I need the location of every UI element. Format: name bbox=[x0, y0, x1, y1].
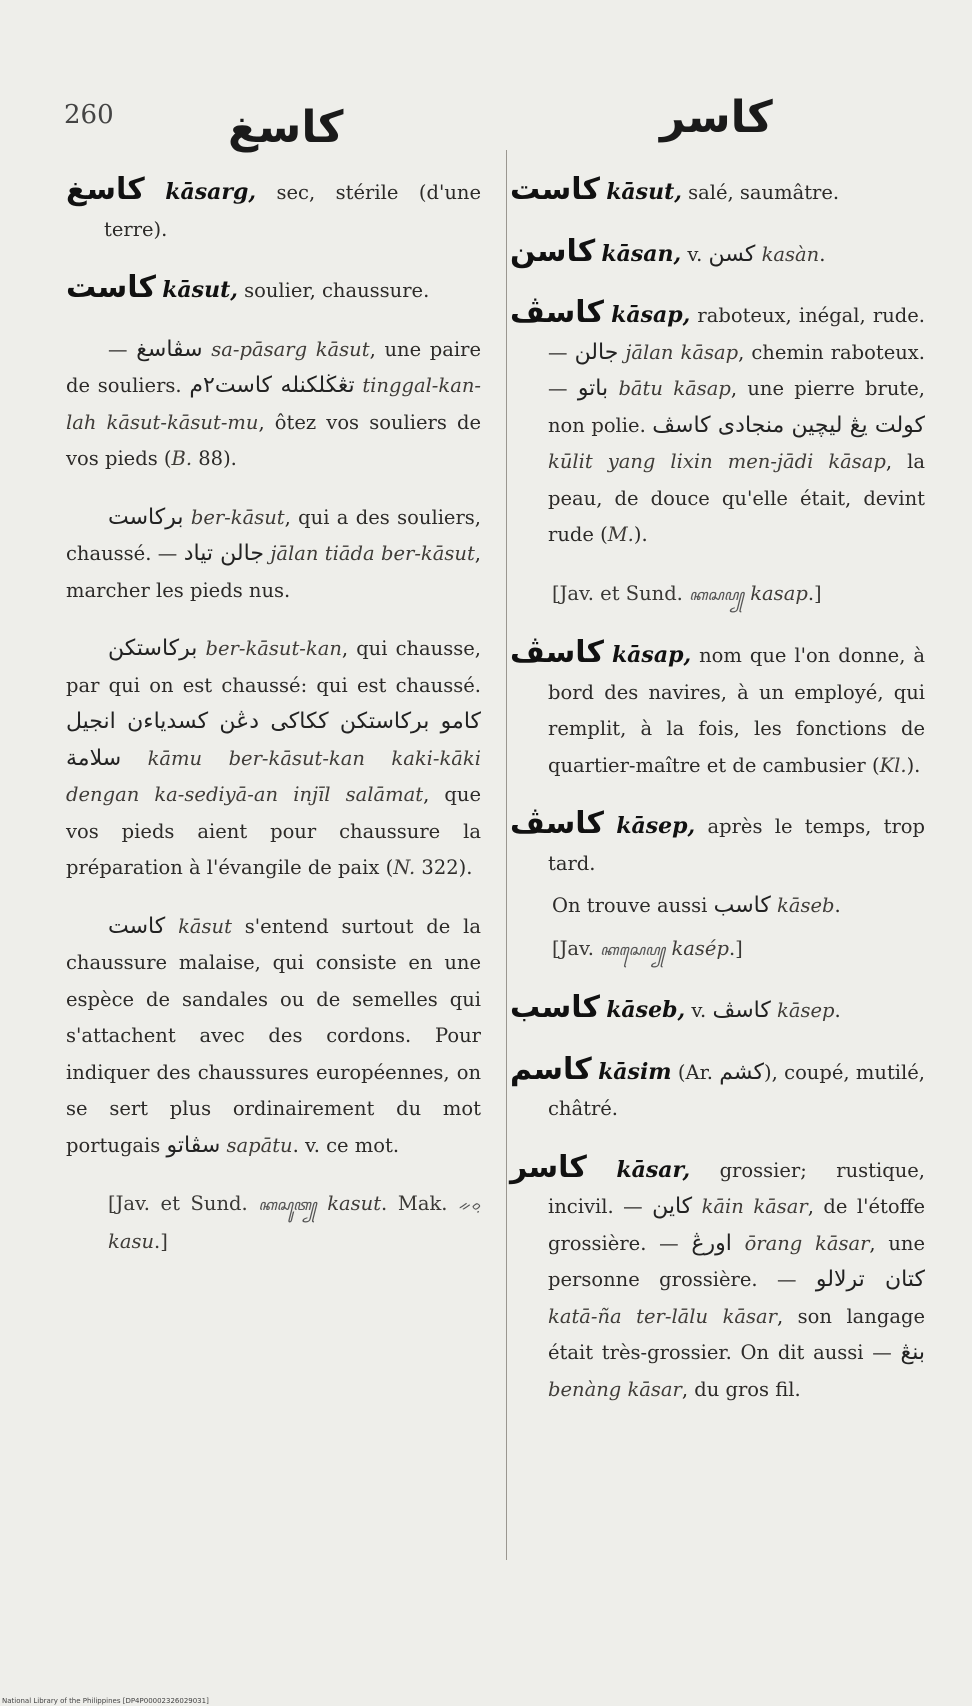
transliteration: katā-ña ter-lālu kāsar bbox=[548, 1304, 777, 1328]
entry-kasarg bbox=[66, 172, 481, 248]
entry-kaseb bbox=[510, 990, 925, 1030]
arabic-term: كاسب bbox=[713, 893, 771, 918]
cognate-note bbox=[66, 1186, 481, 1260]
arabic-term: بنڠ bbox=[900, 1340, 925, 1365]
cognate-note bbox=[510, 931, 925, 969]
text: , qui chausse, par qui on est chaussé: qui est chaussé. bbox=[66, 637, 481, 697]
text: , marcher les pieds nus. bbox=[66, 542, 481, 602]
text: , une paire de souliers. bbox=[66, 337, 481, 397]
left-column bbox=[66, 172, 481, 1282]
arabic-term: كولت يڠ ليچين منجادى كاسڤ bbox=[652, 412, 925, 438]
headword: kāsim bbox=[598, 1058, 672, 1085]
buginese-script: ᨀᨔᨘ bbox=[458, 1196, 482, 1214]
text: , une pierre brute, non polie. bbox=[548, 377, 925, 437]
source-ref: N. bbox=[393, 856, 416, 879]
headword-arabic: كاسب bbox=[510, 990, 600, 1025]
running-head-left: كاسغ bbox=[228, 102, 344, 153]
transliteration: tinggal-kan-lah kāsut-kāsut-mu bbox=[66, 374, 481, 434]
transliteration: kūlit yang lixin men-jādi kāsap bbox=[548, 450, 886, 473]
transliteration: kāin kāsar bbox=[692, 1195, 808, 1218]
arabic-term: كاسڤ bbox=[712, 998, 771, 1023]
right-column bbox=[510, 172, 925, 1430]
text: — bbox=[108, 337, 137, 361]
entry-kasep bbox=[510, 806, 925, 882]
text: grossier; rustique, incivil. — bbox=[548, 1158, 925, 1218]
text: , de l'étoffe grossière. — bbox=[548, 1195, 925, 1255]
transliteration: kāseb bbox=[770, 894, 835, 917]
entry-kasar bbox=[510, 1150, 925, 1409]
subentry-sa-pasang bbox=[66, 332, 481, 478]
headword-arabic: كاسم bbox=[510, 1051, 592, 1087]
arabic-term: بركاستكن bbox=[108, 636, 198, 661]
transliteration: sapātu bbox=[220, 1133, 293, 1157]
text: 88). bbox=[192, 447, 237, 470]
text: , chemin raboteux. — bbox=[548, 340, 926, 400]
headword-arabic: كاسر bbox=[510, 1149, 587, 1185]
headword: kāsarg, bbox=[165, 179, 256, 205]
arabic-term: اورڠ bbox=[691, 1230, 732, 1256]
gloss: après le temps, trop tard. bbox=[548, 815, 926, 875]
gloss: sec, stérile (d'une terre). bbox=[104, 181, 481, 241]
text: ). bbox=[633, 523, 648, 546]
text: On trouve aussi bbox=[552, 894, 714, 917]
text: , du gros fil. bbox=[681, 1377, 801, 1401]
javanese-script: ꦏꦱꦸꦠ꧀ bbox=[258, 1196, 317, 1214]
text: , son langage était très-grossier. On dit aussi — bbox=[548, 1304, 925, 1364]
cognate-note bbox=[510, 576, 925, 614]
arabic-term: جالن تياد bbox=[183, 541, 264, 566]
text: s'entend surtout de la chaussure malaise, qui consiste en une espèce de sandales ou de semelles qui s'attachent avec des cordons. Pour indiquer des chaussures européennes, on se sert plus ordinairement du mot portugais bbox=[66, 914, 482, 1157]
transliteration: jālan kāsap bbox=[618, 340, 739, 364]
entry-kasap-nautical bbox=[510, 635, 925, 784]
text: . bbox=[834, 894, 841, 917]
headword: kāsar, bbox=[616, 1156, 691, 1183]
text: , qui a des souliers, chaussé. — bbox=[66, 505, 481, 565]
headword: kāsan, bbox=[601, 240, 682, 267]
transliteration: benàng kāsar bbox=[548, 1377, 682, 1401]
arabic-term: كتان ترلالو bbox=[815, 1267, 925, 1292]
text: raboteux, inégal, rude. — bbox=[548, 304, 925, 364]
headword-arabic: كاست bbox=[66, 270, 156, 305]
arabic-term: تڠڬلكنله كاست٢م bbox=[189, 373, 355, 398]
running-head-right: كاسر bbox=[660, 92, 773, 143]
headword: kāsut, bbox=[162, 277, 238, 303]
text: , la peau, de douce qu'elle était, devint rude ( bbox=[548, 450, 925, 546]
text: (Ar. bbox=[671, 1060, 720, 1084]
headword: kāsut, bbox=[606, 179, 682, 205]
page-number: 260 bbox=[64, 100, 114, 130]
text: , que vos pieds aient pour chaussure la préparation à l'évangile de paix ( bbox=[66, 783, 481, 879]
column-divider bbox=[506, 150, 507, 1560]
arabic-term: سڤاتو bbox=[166, 1132, 221, 1158]
text: v. bbox=[685, 999, 713, 1022]
entry-kasut-sale bbox=[510, 172, 925, 212]
text: [Jav. et Sund. bbox=[552, 581, 690, 605]
headword: kāsap, bbox=[611, 302, 691, 328]
text: [Jav. bbox=[552, 936, 601, 960]
text: [Jav. et Sund. bbox=[108, 1192, 259, 1215]
gloss: salé, saumâtre. bbox=[681, 181, 840, 204]
text: . v. ce mot. bbox=[292, 1133, 400, 1157]
headword-arabic: كاسن bbox=[510, 233, 596, 269]
transliteration: kasu bbox=[108, 1229, 155, 1253]
transliteration: ber-kāsut bbox=[183, 505, 285, 529]
source-ref: M. bbox=[607, 523, 634, 546]
transliteration: kāmu ber-kāsut-kan kaki-kāki dengan ka-sediyā-an injīl salāmat bbox=[66, 746, 481, 806]
subentry-ber-kasut bbox=[66, 500, 481, 610]
arabic-term: سڤاسغ bbox=[136, 336, 203, 362]
gloss: soulier, chaussure. bbox=[237, 279, 430, 302]
transliteration: sa-pāsarg kāsut bbox=[202, 337, 370, 361]
subentry-ber-kasut-kan bbox=[66, 631, 481, 887]
entry-kasan bbox=[510, 234, 925, 274]
headword-arabic: كاست bbox=[510, 172, 600, 207]
transliteration: kāsep bbox=[770, 999, 835, 1022]
entry-kasut bbox=[66, 270, 481, 310]
headword-arabic: كاسڤ bbox=[510, 295, 604, 330]
text: , une personne grossière. — bbox=[548, 1231, 925, 1291]
transliteration: kasàn bbox=[755, 242, 820, 266]
transliteration: kasut bbox=[316, 1192, 382, 1215]
text: .] bbox=[154, 1229, 168, 1253]
text: v. bbox=[681, 242, 709, 266]
source-ref: B. bbox=[171, 447, 193, 470]
text: nom que l'on donne, à bord des navires, à un employé, qui remplit, à la fois, les fonctions de quartier-maître et de cambusier ( bbox=[548, 644, 925, 777]
entry-kasim bbox=[510, 1052, 925, 1128]
text: . Mak. bbox=[381, 1192, 459, 1215]
headword: kāsep, bbox=[616, 813, 696, 839]
transliteration: ōrang kāsar bbox=[731, 1231, 870, 1255]
arabic-term: بركاست bbox=[108, 504, 184, 530]
transliteration: kāsut bbox=[165, 914, 232, 938]
text: 322). bbox=[415, 856, 473, 879]
transliteration: kasap bbox=[744, 581, 808, 605]
javanese-script: ꦏꦱꦥ꧀ bbox=[689, 585, 745, 604]
arabic-term: جالن bbox=[574, 339, 619, 365]
arabic-term: كسن bbox=[708, 241, 756, 267]
javanese-script: ꦏꦱꦺꦥ꧀ bbox=[600, 940, 666, 959]
transliteration: jālan tiāda ber-kāsut bbox=[263, 542, 475, 565]
text: ), coupé, mutilé, châtré. bbox=[548, 1060, 925, 1120]
transliteration: ber-kāsut-kan bbox=[197, 637, 342, 660]
subentry-kasut-note bbox=[66, 909, 481, 1165]
transliteration: kasép bbox=[665, 936, 729, 960]
text: , ôtez vos souliers de vos pieds ( bbox=[66, 410, 481, 470]
headword-arabic: كاسغ bbox=[66, 172, 145, 207]
subentry-kaseb bbox=[510, 888, 925, 925]
headword: kāsap, bbox=[611, 642, 692, 668]
headword-arabic: كاسڤ bbox=[510, 635, 604, 670]
arabic-term: كاين bbox=[652, 1194, 693, 1219]
headword-arabic: كاسڤ bbox=[510, 806, 604, 841]
arabic-term: كشم bbox=[719, 1059, 765, 1085]
text: . bbox=[834, 999, 841, 1022]
text: ). bbox=[906, 753, 921, 777]
arabic-term: كاست bbox=[108, 913, 166, 939]
arabic-term: كامو بركاستكن ككاكى دڠن كسدياءن انجيل سلامة bbox=[66, 709, 481, 771]
source-ref: Kl. bbox=[879, 753, 907, 777]
headword: kāseb, bbox=[606, 997, 686, 1023]
text: .] bbox=[807, 581, 822, 605]
transliteration: bātu kāsap bbox=[608, 377, 731, 400]
footer-credit: National Library of the Philippines [DP4P00002326029031] bbox=[2, 1697, 209, 1705]
entry-kasap bbox=[510, 295, 925, 554]
text: . bbox=[819, 242, 826, 266]
arabic-term: باتو bbox=[577, 376, 609, 401]
text: .] bbox=[728, 936, 743, 960]
